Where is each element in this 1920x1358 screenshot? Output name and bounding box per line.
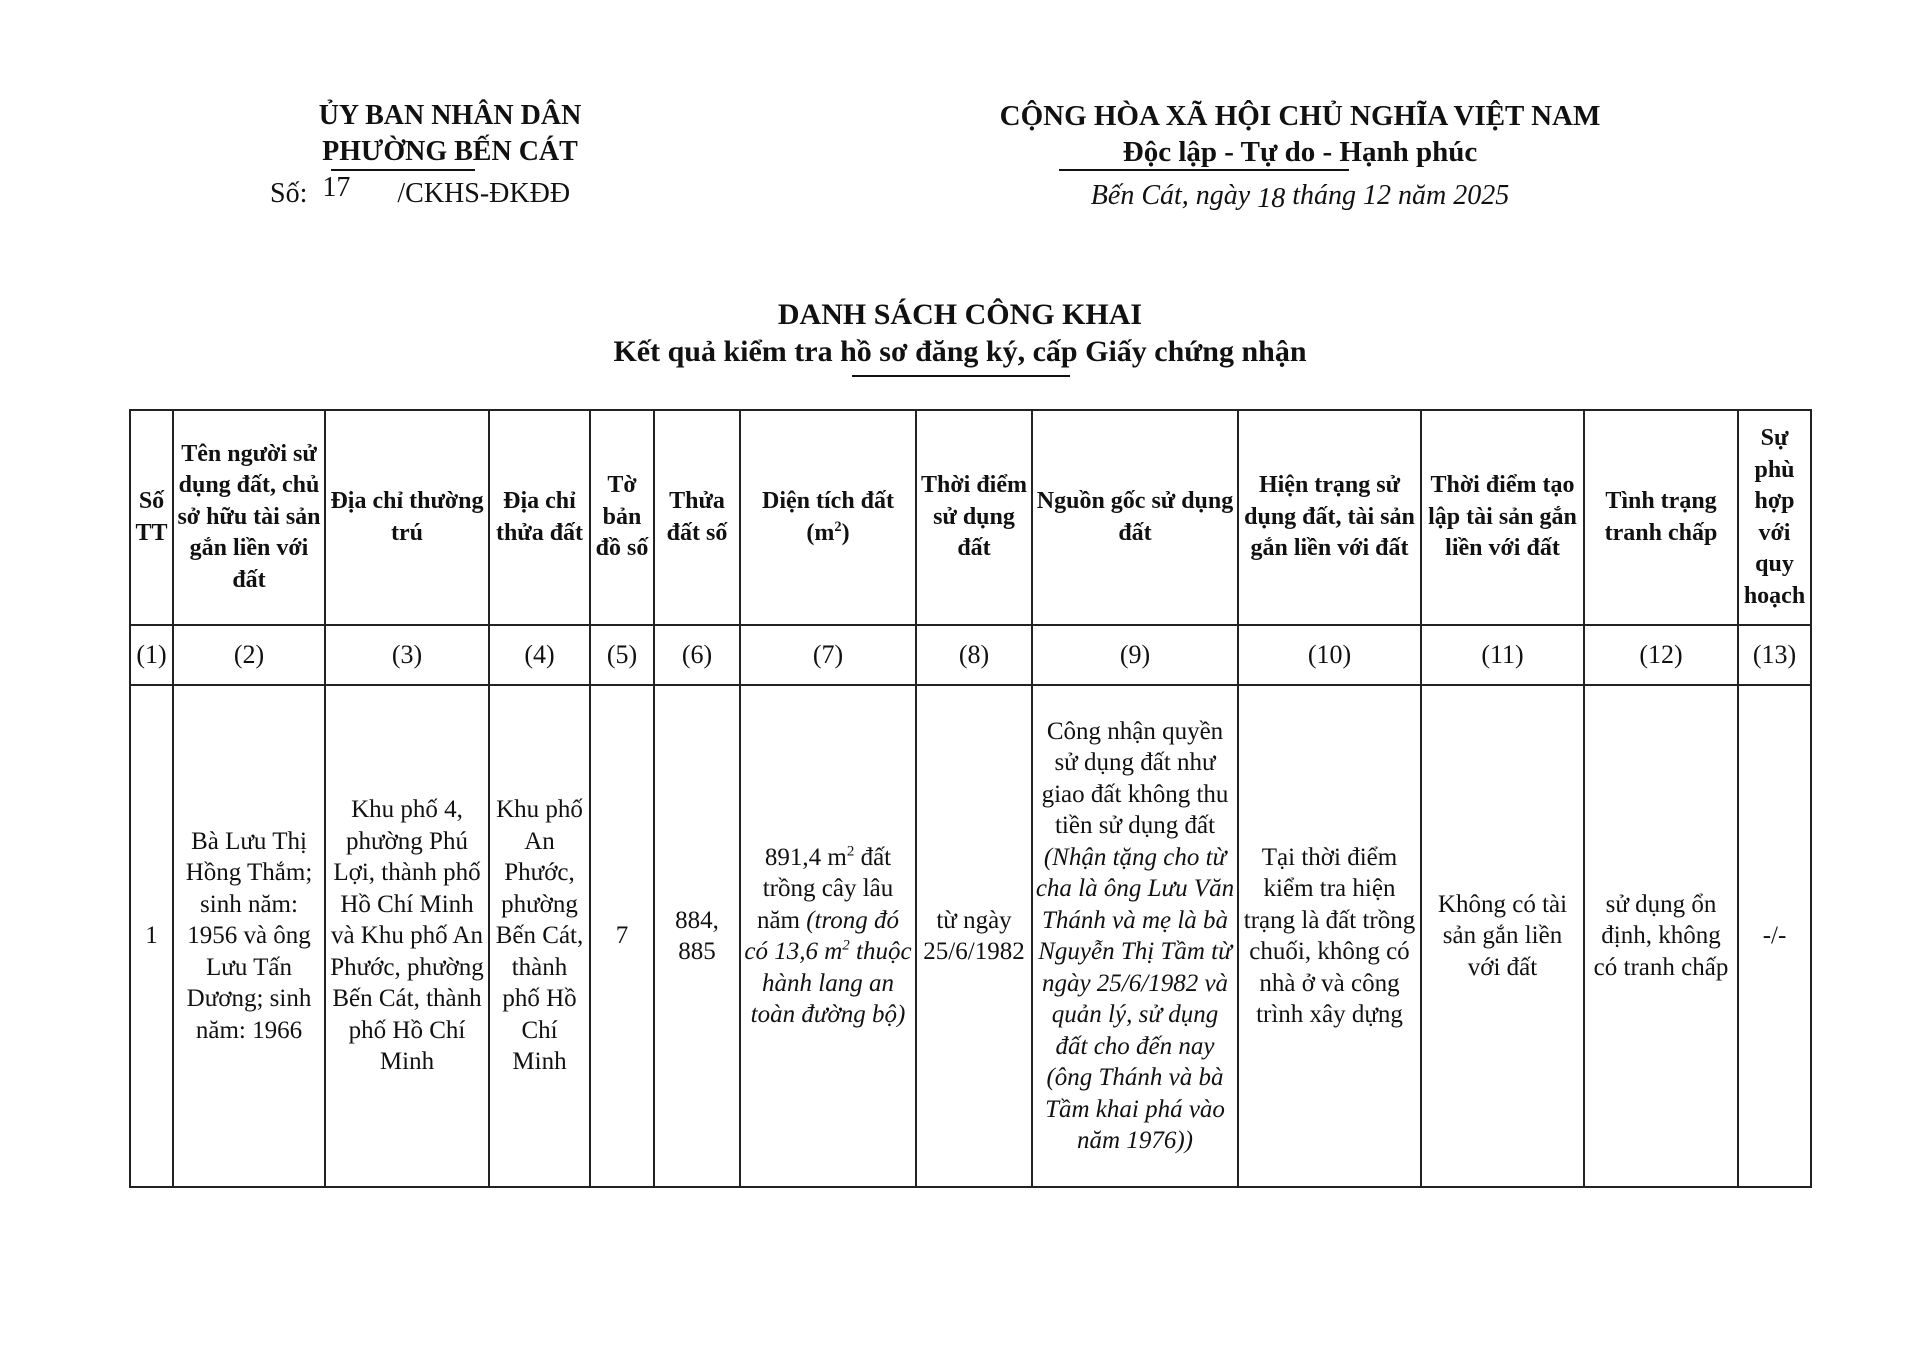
cell-area (740, 685, 916, 1187)
column-index: (5) (590, 625, 654, 685)
header-parcel-address: Địa chỉ thửa đất (489, 410, 590, 625)
header-row (130, 410, 1811, 625)
public-list-table (129, 409, 1812, 1188)
authority-underline (331, 169, 475, 171)
authority-line-2: PHƯỜNG BẾN CÁT (322, 136, 578, 167)
column-index: (2) (173, 625, 325, 685)
origin-plain: Công nhận quyền sử dụng đất như giao đất không thu tiền sử dụng đất (1041, 717, 1229, 839)
area-value: 891,4 m (764, 843, 847, 871)
column-index: (10) (1238, 625, 1421, 685)
document-number-suffix: /CKHS-ĐKĐĐ (397, 178, 571, 209)
cell-stt: 1 (130, 685, 173, 1187)
document-subtitle: Kết quả kiểm tra hồ sơ đăng ký, cấp Giấy chứng nhận (613, 335, 1307, 368)
column-index: (13) (1738, 625, 1811, 685)
header-use-since: Thời điểm sử dụng đất (916, 410, 1032, 625)
header-address: Địa chỉ thường trú (325, 410, 489, 625)
header-owner: Tên người sử dụng đất, chủ sở hữu tài sản gắn liền với đất (173, 410, 325, 625)
cell-origin (1032, 685, 1238, 1187)
header-stt: Số TT (130, 410, 173, 625)
column-index: (8) (916, 625, 1032, 685)
national-title: CỘNG HÒA XÃ HỘI CHỦ NGHĨA VIỆT NAM (999, 100, 1601, 132)
cell-asset-time: Không có tài sản gắn liền với đất (1421, 685, 1584, 1187)
national-motto: Độc lập - Tự do - Hạnh phúc (1122, 136, 1478, 168)
national-header (950, 98, 1650, 170)
area-note-b: thuộc hành lang an toàn đường bộ) (750, 938, 912, 1028)
column-index: (3) (325, 625, 489, 685)
area-plain: đất trồng cây lâu năm (756, 843, 894, 934)
document-number-value: 17 (322, 172, 351, 203)
cell-current-status: Tại thời điểm kiểm tra hiện trạng là đất trồng chuối, không có nhà ở và công trình xây dựng (1238, 685, 1421, 1187)
header-area-close: ) (841, 519, 850, 546)
document-number-label: Số: (270, 178, 308, 209)
cell-parcel-no: 884, 885 (654, 685, 740, 1187)
motto-underline (1059, 169, 1349, 171)
area-note-a: (trong đó có 13,6 m (744, 906, 900, 965)
header-area (740, 410, 916, 625)
cell-use-since: từ ngày 25/6/1982 (916, 685, 1032, 1187)
date-day: 18 (1257, 183, 1286, 214)
header-map-sheet: Tờ bản đồ số (590, 410, 654, 625)
area-note-sup: 2 (842, 937, 850, 954)
issuing-authority (200, 98, 700, 170)
column-index: (1) (130, 625, 173, 685)
header-planning: Sự phù hợp với quy hoạch (1738, 410, 1811, 625)
document-date (950, 180, 1650, 212)
table-row (130, 685, 1811, 1187)
column-index: (12) (1584, 625, 1738, 685)
authority-line-1: ỦY BAN NHÂN DÂN (318, 100, 582, 131)
subtitle-underline (852, 375, 1070, 377)
column-index: (6) (654, 625, 740, 685)
column-index: (9) (1032, 625, 1238, 685)
cell-planning: -/- (1738, 685, 1811, 1187)
column-index-row (130, 625, 1811, 685)
date-prefix: Bến Cát, ngày (1090, 180, 1251, 211)
date-suffix: tháng 12 năm 2025 (1292, 180, 1510, 211)
cell-map-sheet: 7 (590, 685, 654, 1187)
header-parcel-no: Thửa đất số (654, 410, 740, 625)
header-area-text: Diện tích đất (m (762, 488, 894, 546)
header-asset-time: Thời điểm tạo lập tài sản gắn liền với đất (1421, 410, 1584, 625)
column-index: (7) (740, 625, 916, 685)
header-current-status: Hiện trạng sử dụng đất, tài sản gắn liền với đất (1238, 410, 1421, 625)
document-number (270, 172, 571, 210)
cell-address: Khu phố 4, phường Phú Lợi, thành phố Hồ Chí Minh và Khu phố An Phước, phường Bến Cát, thành phố Hồ Chí Minh (325, 685, 489, 1187)
cell-owner: Bà Lưu Thị Hồng Thắm; sinh năm: 1956 và ông Lưu Tấn Dương; sinh năm: 1966 (173, 685, 325, 1187)
cell-parcel-address: Khu phố An Phước, phường Bến Cát, thành phố Hồ Chí Minh (489, 685, 590, 1187)
cell-dispute: sử dụng ổn định, không có tranh chấp (1584, 685, 1738, 1187)
column-index: (11) (1421, 625, 1584, 685)
column-index: (4) (489, 625, 590, 685)
area-sup: 2 (846, 843, 855, 860)
header-origin: Nguồn gốc sử dụng đất (1032, 410, 1238, 625)
header-dispute: Tình trạng tranh chấp (1584, 410, 1738, 625)
document-title: DANH SÁCH CÔNG KHAI (777, 298, 1143, 331)
header-area-sup: 2 (834, 518, 842, 535)
origin-note: (Nhận tặng cho từ cha là ông Lưu Văn Thánh và mẹ là bà Nguyễn Thị Tầm từ ngày 25/6/1982 và quản lý, sử dụng đất cho đến nay (ông Thánh và bà Tầm khai phá vào năm 1976)) (1035, 843, 1235, 1154)
